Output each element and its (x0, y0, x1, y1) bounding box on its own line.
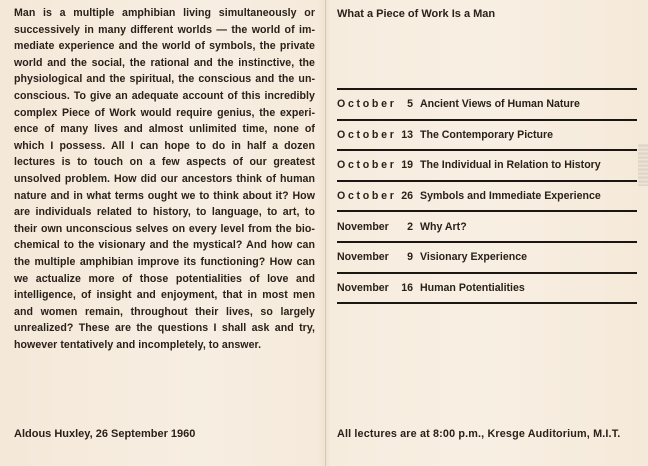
lecture-month: November (337, 251, 389, 264)
lecture-month: November (337, 281, 389, 294)
lecture-day: 9 (407, 251, 413, 264)
lecture-row (337, 243, 637, 272)
lecture-topic: Symbols and Immediate Experience (420, 190, 601, 203)
lecture-topic: Why Art? (420, 220, 467, 233)
lecture-row (337, 90, 637, 119)
lecture-row (337, 182, 637, 211)
venue-note: All lectures are at 8:00 p.m., Kresge Auditorium, M.I.T. (337, 428, 621, 440)
lecture-row (337, 274, 637, 303)
lecture-day: 5 (407, 98, 413, 111)
page-fold (325, 0, 326, 466)
lecture-topic: Human Potentialities (420, 281, 525, 294)
lecture-day: 19 (401, 159, 413, 172)
lecture-row (337, 121, 637, 150)
paper-tear-mark (638, 144, 648, 186)
lecture-day: 2 (407, 220, 413, 233)
lecture-month: October (337, 128, 397, 141)
lecture-day: 26 (401, 190, 413, 203)
lecture-schedule (337, 88, 637, 304)
essay-column (14, 5, 315, 353)
program-title: What a Piece of Work Is a Man (337, 8, 496, 20)
lecture-month: October (337, 190, 397, 203)
lecture-row (337, 151, 637, 180)
lecture-topic: The Individual in Relation to History (420, 159, 601, 172)
lecture-day: 16 (401, 281, 413, 294)
lecture-day: 13 (401, 128, 413, 141)
lecture-month: October (337, 98, 397, 111)
lecture-topic: The Contemporary Picture (420, 128, 554, 141)
lecture-row (337, 212, 637, 241)
lecture-topic: Ancient Views of Human Nature (420, 98, 580, 111)
essay-signature: Aldous Huxley, 26 September 1960 (14, 428, 196, 440)
lecture-month: November (337, 220, 389, 233)
schedule-rule (337, 302, 637, 304)
lecture-month: October (337, 159, 397, 172)
essay-paragraph: Man is a multiple amphibian living simultaneously or successively in many different worlds — the world of immediate experience and the world of symbols, the private world and the social, the rational and the instinctive, the physiological and the spiritual, the conscious and the unconscious. To give an adequate account of this incredibly complex Piece of Work would require genius, the experience of many lives and almost unlimited time, none of which I possess. All I can hope to do in half a dozen lectures is to touch on a few aspects of our greatest unsolved problem. How did our ancestors think of human nature and in what terms ought we to think about it? How are individuals related to history, to language, to art, to their own unconscious selves on every level from the bio-chemical to the visionary and the mystical? And how can the multiple amphibian improve its functioning? How can we actualize more of those potentialities of love and intelligence, of insight and enjoyment, that in most men and women remain, throughout their lives, so largely unrealized? These are the questions I shall ask and try, however tentatively and incompletely, to answer. (14, 7, 315, 351)
lecture-topic: Visionary Experience (420, 251, 527, 264)
